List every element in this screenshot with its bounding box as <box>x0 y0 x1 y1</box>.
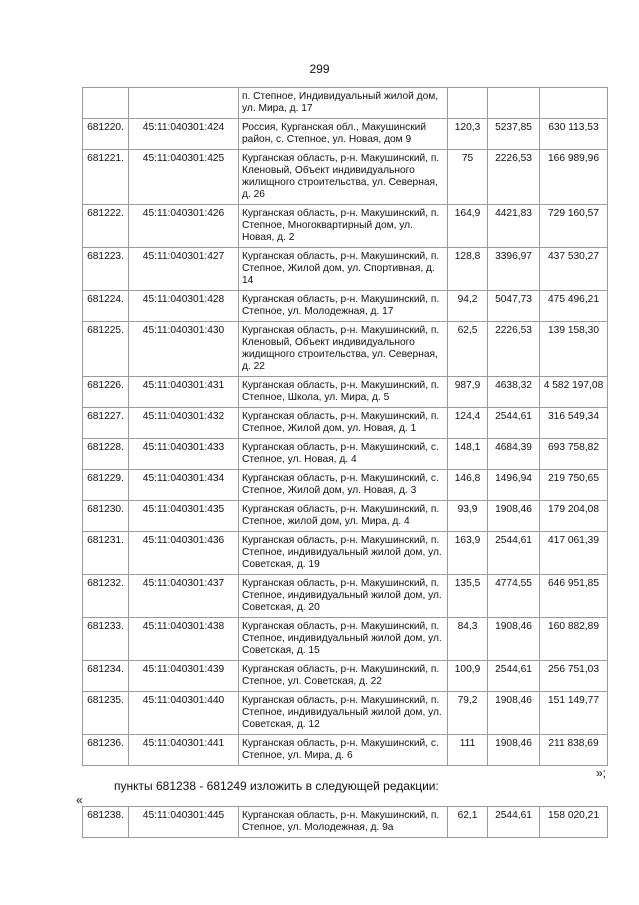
value-cell: 158 020,21 <box>540 807 608 838</box>
rate-cell: 2226,53 <box>488 322 540 377</box>
address-cell: Курганская область, р-н. Макушинский, п. Степное, индивидуальный жилой дом, ул. Советская, д. 20 <box>239 575 448 618</box>
rate-cell: 4774,55 <box>488 575 540 618</box>
area-cell: 100,9 <box>448 661 488 692</box>
rate-cell: 1908,46 <box>488 735 540 766</box>
row-number-cell: 681221. <box>83 150 129 205</box>
area-cell: 94,2 <box>448 291 488 322</box>
address-cell: Курганская область, р-н. Макушинский, с. Степное, ул. Новая, д. 4 <box>239 439 448 470</box>
cadastral-number-cell: 45:11:040301:432 <box>129 408 239 439</box>
row-number-cell: 681228. <box>83 439 129 470</box>
address-cell: Курганская область, р-н. Макушинский, п. Степное, индивидуальный жилой дом, ул. Советская, д. 15 <box>239 618 448 661</box>
value-cell: 256 751,03 <box>540 661 608 692</box>
address-cell: Курганская область, р-н. Макушинский, п. Степное, индивидуальный жилой дом, ул. Советская, д. 12 <box>239 692 448 735</box>
value-cell: 151 149,77 <box>540 692 608 735</box>
value-cell: 417 061,39 <box>540 532 608 575</box>
rate-cell: 1908,46 <box>488 692 540 735</box>
table-row <box>83 88 608 119</box>
value-cell: 166 989,96 <box>540 150 608 205</box>
area-cell: 62,5 <box>448 322 488 377</box>
value-cell: 729 160,57 <box>540 205 608 248</box>
address-cell: Курганская область, р-н. Макушинский, п. Степное, ул. Советская, д. 22 <box>239 661 448 692</box>
row-number-cell: 681234. <box>83 661 129 692</box>
table-row <box>83 470 608 501</box>
rate-cell: 4638,32 <box>488 377 540 408</box>
value-cell: 437 530,27 <box>540 248 608 291</box>
rate-cell: 2544,61 <box>488 807 540 838</box>
rate-cell: 4684,39 <box>488 439 540 470</box>
value-cell: 211 838,69 <box>540 735 608 766</box>
value-cell: 630 113,53 <box>540 119 608 150</box>
address-cell: Курганская область, р-н. Макушинский, п. Степное, Школа, ул. Мира, д. 5 <box>239 377 448 408</box>
area-cell: 120,3 <box>448 119 488 150</box>
closing-quote: »; <box>596 766 607 780</box>
table-row <box>83 661 608 692</box>
address-cell: Курганская область, р-н. Макушинский, п. Степное, Жилой дом, ул. Новая, д. 1 <box>239 408 448 439</box>
amendment-instruction: пункты 681238 - 681249 изложить в следующей редакции: <box>114 779 439 793</box>
row-number-cell: 681229. <box>83 470 129 501</box>
cadastral-number-cell: 45:11:040301:428 <box>129 291 239 322</box>
table-row <box>83 150 608 205</box>
address-cell: Курганская область, р-н. Макушинский, п. Кленовый, Объект индивидуального жилищного строительства, ул. Северная, д. 26 <box>239 150 448 205</box>
area-cell: 164,9 <box>448 205 488 248</box>
area-cell: 128,8 <box>448 248 488 291</box>
address-cell: Россия, Курганская обл., Макушинский район, с. Степное, ул. Новая, дом 9 <box>239 119 448 150</box>
cadastral-number-cell: 45:11:040301:441 <box>129 735 239 766</box>
cadastral-number-cell: 45:11:040301:438 <box>129 618 239 661</box>
cadastral-number-cell: 45:11:040301:430 <box>129 322 239 377</box>
rate-cell: 2226,53 <box>488 150 540 205</box>
address-cell: Курганская область, р-н. Макушинский, п. Кленовый, Объект индивидуального жидищного строительства, ул. Северная, д. 22 <box>239 322 448 377</box>
amended-property-table-body <box>83 807 608 838</box>
value-cell <box>540 88 608 119</box>
table-row <box>83 377 608 408</box>
row-number-cell: 681220. <box>83 119 129 150</box>
row-number-cell: 681231. <box>83 532 129 575</box>
table-row <box>83 501 608 532</box>
table-row <box>83 618 608 661</box>
rate-cell: 1496,94 <box>488 470 540 501</box>
value-cell: 219 750,65 <box>540 470 608 501</box>
table-row <box>83 119 608 150</box>
row-number-cell: 681233. <box>83 618 129 661</box>
table-row <box>83 692 608 735</box>
amended-property-table <box>82 806 608 838</box>
row-number-cell: 681222. <box>83 205 129 248</box>
row-number-cell: 681238. <box>83 807 129 838</box>
address-cell: Курганская область, р-н. Макушинский, п. Степное, ул. Молодежная, д. 17 <box>239 291 448 322</box>
table-row <box>83 439 608 470</box>
table-row <box>83 248 608 291</box>
rate-cell: 2544,61 <box>488 408 540 439</box>
table-row <box>83 408 608 439</box>
table-row <box>83 322 608 377</box>
cadastral-number-cell: 45:11:040301:431 <box>129 377 239 408</box>
row-number-cell: 681235. <box>83 692 129 735</box>
area-cell: 146,8 <box>448 470 488 501</box>
cadastral-number-cell: 45:11:040301:434 <box>129 470 239 501</box>
area-cell: 62,1 <box>448 807 488 838</box>
row-number-cell: 681225. <box>83 322 129 377</box>
rate-cell: 2544,61 <box>488 532 540 575</box>
rate-cell: 3396,97 <box>488 248 540 291</box>
rate-cell: 5237,85 <box>488 119 540 150</box>
value-cell: 139 158,30 <box>540 322 608 377</box>
cadastral-number-cell: 45:11:040301:435 <box>129 501 239 532</box>
cadastral-number-cell: 45:11:040301:440 <box>129 692 239 735</box>
address-cell: Курганская область, р-н. Макушинский, п. Степное, Жилой дом, ул. Спортивная, д. 14 <box>239 248 448 291</box>
row-number-cell <box>83 88 129 119</box>
value-cell: 475 496,21 <box>540 291 608 322</box>
address-cell: п. Степное, Индивидуальный жилой дом, ул. Мира, д. 17 <box>239 88 448 119</box>
address-cell: Курганская область, р-н. Макушинский, п. Степное, жилой дом, ул. Мира, д. 4 <box>239 501 448 532</box>
row-number-cell: 681227. <box>83 408 129 439</box>
rate-cell <box>488 88 540 119</box>
value-cell: 179 204,08 <box>540 501 608 532</box>
cadastral-number-cell: 45:11:040301:436 <box>129 532 239 575</box>
rate-cell: 2544,61 <box>488 661 540 692</box>
cadastral-number-cell: 45:11:040301:425 <box>129 150 239 205</box>
area-cell <box>448 88 488 119</box>
table-row <box>83 807 608 838</box>
cadastral-number-cell <box>129 88 239 119</box>
area-cell: 987,9 <box>448 377 488 408</box>
cadastral-number-cell: 45:11:040301:426 <box>129 205 239 248</box>
cadastral-number-cell: 45:11:040301:439 <box>129 661 239 692</box>
cadastral-number-cell: 45:11:040301:424 <box>129 119 239 150</box>
address-cell: Курганская область, р-н. Макушинский, п. Степное, ул. Молодежная, д. 9а <box>239 807 448 838</box>
address-cell: Курганская область, р-н. Макушинский, с. Степное, Жилой дом, ул. Новая, д. 3 <box>239 470 448 501</box>
row-number-cell: 681230. <box>83 501 129 532</box>
opening-quote: « <box>76 793 83 807</box>
row-number-cell: 681236. <box>83 735 129 766</box>
cadastral-number-cell: 45:11:040301:437 <box>129 575 239 618</box>
cadastral-number-cell: 45:11:040301:433 <box>129 439 239 470</box>
row-number-cell: 681226. <box>83 377 129 408</box>
table-row <box>83 532 608 575</box>
value-cell: 316 549,34 <box>540 408 608 439</box>
area-cell: 148,1 <box>448 439 488 470</box>
property-table <box>82 87 608 766</box>
row-number-cell: 681232. <box>83 575 129 618</box>
table-row <box>83 735 608 766</box>
area-cell: 124,4 <box>448 408 488 439</box>
area-cell: 84,3 <box>448 618 488 661</box>
table-row <box>83 205 608 248</box>
address-cell: Курганская область, р-н. Макушинский, п. Степное, индивидуальный жилой дом, ул. Советская, д. 19 <box>239 532 448 575</box>
address-cell: Курганская область, р-н. Макушинский, п. Степное, Многоквартирный дом, ул. Новая, д. 2 <box>239 205 448 248</box>
value-cell: 4 582 197,08 <box>540 377 608 408</box>
area-cell: 79,2 <box>448 692 488 735</box>
cadastral-number-cell: 45:11:040301:445 <box>129 807 239 838</box>
rate-cell: 1908,46 <box>488 501 540 532</box>
table-row <box>83 291 608 322</box>
row-number-cell: 681224. <box>83 291 129 322</box>
rate-cell: 1908,46 <box>488 618 540 661</box>
property-table-body <box>83 88 608 766</box>
area-cell: 135,5 <box>448 575 488 618</box>
value-cell: 160 882,89 <box>540 618 608 661</box>
value-cell: 646 951,85 <box>540 575 608 618</box>
table-row <box>83 575 608 618</box>
cadastral-number-cell: 45:11:040301:427 <box>129 248 239 291</box>
address-cell: Курганская область, р-н. Макушинский, с. Степное, ул. Мира, д. 6 <box>239 735 448 766</box>
rate-cell: 4421,83 <box>488 205 540 248</box>
rate-cell: 5047,73 <box>488 291 540 322</box>
row-number-cell: 681223. <box>83 248 129 291</box>
value-cell: 693 758,82 <box>540 439 608 470</box>
area-cell: 75 <box>448 150 488 205</box>
area-cell: 163,9 <box>448 532 488 575</box>
area-cell: 111 <box>448 735 488 766</box>
page-number: 299 <box>309 62 330 76</box>
area-cell: 93,9 <box>448 501 488 532</box>
